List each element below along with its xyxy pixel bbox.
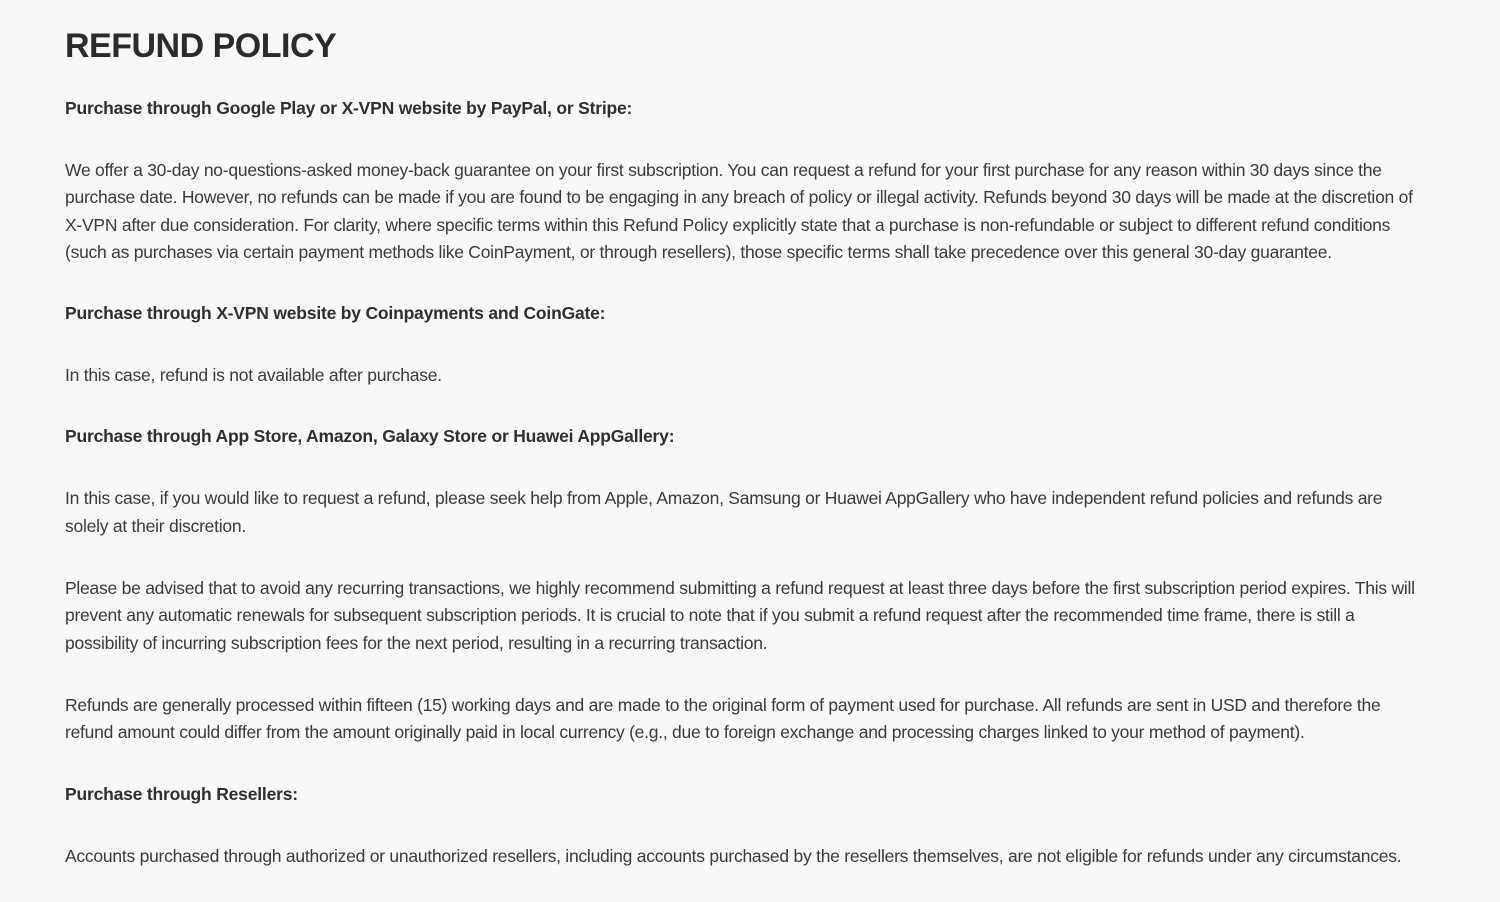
section-paragraph: We offer a 30-day no-questions-asked money-back guarantee on your first subscription. You can request a refund for your first purchase for any reason within 30 days since the purchase date. However, no refunds can be made if you are found to be engaging in any breach of policy or illegal activity. Refunds beyond 30 days will be made at the discretion of X-VPN after due consideration. For clarity, where specific terms within this Refund Policy explicitly state that a purchase is non-refundable or subject to different refund conditions (such as purchases via certain payment methods like CoinPayment, or through resellers), those specific terms shall take precedence over this general 30-day guarantee. — [65, 160, 1413, 262]
section-google-play-paypal-stripe — [65, 95, 1430, 266]
section-heading: Purchase through X-VPN website by Coinpayments and CoinGate: — [65, 303, 606, 324]
section-paragraph: Accounts purchased through authorized or unauthorized resellers, including accounts purchased by the resellers themselves, are not eligible for refunds under any circumstances. — [65, 845, 1402, 866]
section-paragraph: Refunds are generally processed within fifteen (15) working days and are made to the original form of payment used for purchase. All refunds are sent in USD and therefore the refund amount could differ from the amount originally paid in local currency (e.g., due to foreign exchange and processing charges linked to your method of payment). — [65, 694, 1381, 743]
section-paragraph: Please be advised that to avoid any recurring transactions, we highly recommend submitting a refund request at least three days before the first subscription period expires. This will prevent any automatic renewals for subsequent subscription periods. It is crucial to note that if you submit a refund request after the recommended time frame, there is still a possibility of incurring subscription fees for the next period, resulting in a recurring transaction. — [65, 578, 1415, 653]
page-title: REFUND POLICY — [65, 27, 337, 65]
section-heading: Purchase through Resellers: — [65, 783, 298, 804]
section-resellers — [65, 781, 1430, 870]
section-coinpayments-coingate — [65, 300, 1430, 389]
section-app-stores — [65, 423, 1430, 746]
section-paragraph: In this case, if you would like to request a refund, please seek help from Apple, Amazon, Samsung or Huawei AppGallery who have independent refund policies and refunds are solely at their discretion. — [65, 488, 1383, 536]
section-heading: Purchase through Google Play or X-VPN website by PayPal, or Stripe: — [65, 98, 633, 118]
section-heading: Purchase through App Store, Amazon, Galaxy Store or Huawei AppGallery: — [65, 426, 675, 447]
section-paragraph: In this case, refund is not available after purchase. — [65, 365, 442, 386]
